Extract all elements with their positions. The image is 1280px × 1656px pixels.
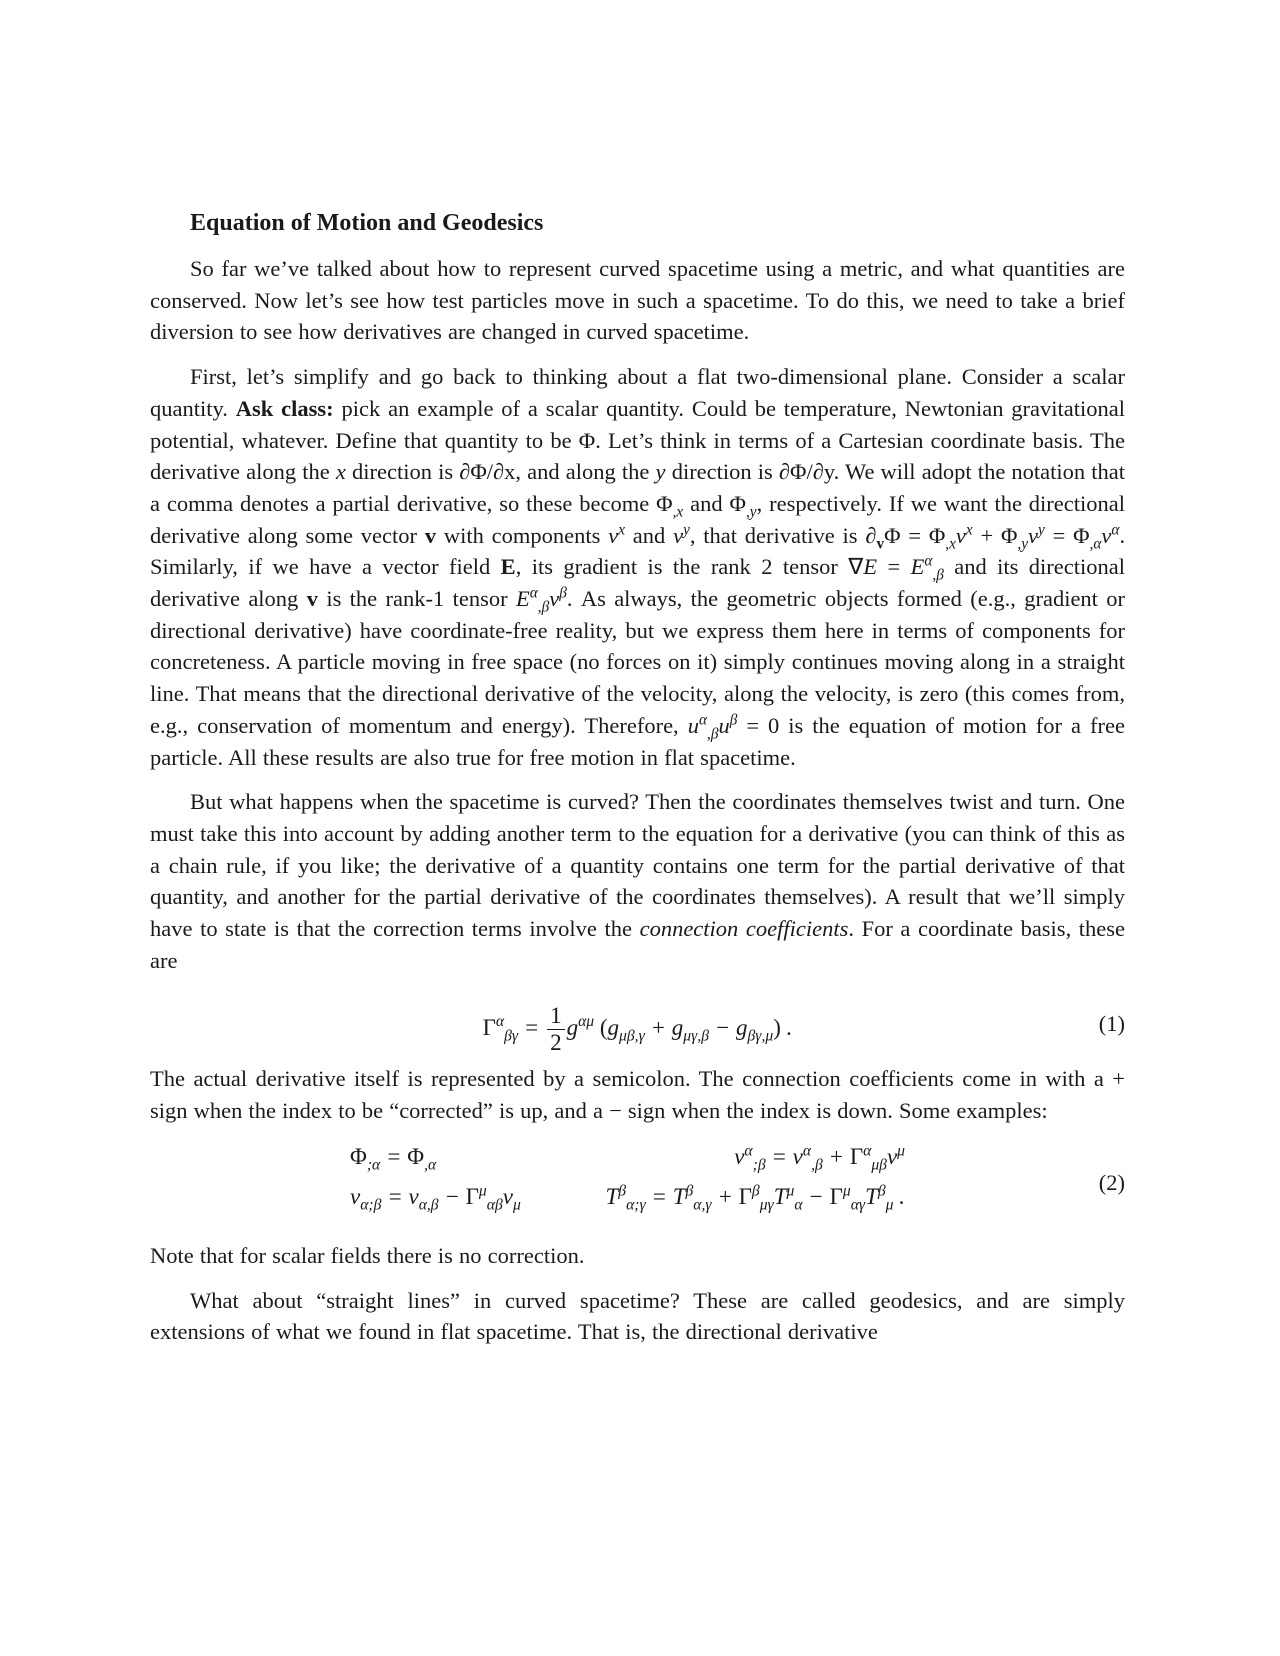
scalar-derivative: $\Phi_{;\alpha} = \Phi_{,\alpha}$ (350, 1143, 437, 1174)
vector-up-derivative: $v^\alpha_{;\beta} = v^\alpha_{,\beta} + \Gamma^\alpha_{\mu\beta}v^\mu$ (734, 1142, 905, 1174)
covariant-derivative-examples (350, 1144, 905, 1224)
paragraph-curved: But what happens when the spacetime is curved? Then the coordinates themselves twist and turn. One must take this into account by adding another term to the equation for a derivative (you can think of this as a chain rule, if you like; the derivative of a quantity contains one term for the partial derivative of that quantity, and another for the partial derivative of the coordinates themselves). A result that we’ll simply have to state is that the correction terms involve the connection coefficients. For a coordinate basis, these are (150, 789, 1126, 973)
connection-coefficient-formula: $\Gamma^\alpha_{\beta\gamma}$ = $\frac{1}{2}$ $g^{\alpha\mu}$ $(g_{\mu\beta,\gamma} + g_{\mu\gamma,\beta} - g_{\beta\gamma,\mu})$ . (482, 1003, 793, 1056)
equation-number-2: (2) (1098, 1169, 1125, 1195)
paragraph-geodesics: What about “straight lines” in curved spacetime? These are called geodesics, and are simply extensions of what we found in flat spacetime. That is, the directional derivative (150, 1287, 1125, 1345)
paragraph-scalar-note: Note that for scalar fields there is no correction. (150, 1242, 585, 1268)
document-page (150, 210, 1125, 1361)
tensor-derivative: $T^\beta_{\alpha;\gamma} = T^\beta_{\alpha,\gamma} + \Gamma^\beta_{\mu\gamma}T^\mu_\alpha - \Gamma^\mu_{\alpha\gamma}T^\beta_\mu$ . (605, 1182, 905, 1214)
section-heading: Equation of Motion and Geodesics (190, 210, 544, 236)
ask-class-label: Ask class: (235, 395, 334, 421)
paragraph-intro: So far we’ve talked about how to represent curved spacetime using a metric, and what quantities are conserved. Now let’s see how test particles move in such a spacetime. To do this, we need to take a brief diversion to see how derivatives are changed in curved spacetime. (150, 256, 1125, 345)
equation-number-1: (1) (1098, 1011, 1125, 1037)
emphasis-connection-coefficients: connection coefficients (639, 916, 849, 942)
vector-down-derivative: $v_{\alpha;\beta} = v_{\alpha,\beta} - \Gamma^\mu_{\alpha\beta}v_\mu$ (350, 1182, 521, 1214)
equation-2 (150, 1140, 1125, 1232)
paragraph-flat-plane: First, let’s simplify and go back to thinking about a flat two-dimensional plane. Consider a scalar quantity. Ask class: pick an example of a scalar quantity. Could be temperature, Newtonian gravitational potential, whatever. Define that quantity to be Φ. Let’s think in terms of a Cartesian coordinate basis. The derivative along the x direction is ∂Φ/∂x, and along the y direction is ∂Φ/∂y. We will adopt the notation that a comma denotes a partial derivative, so these become $\Phi_{,x}$ and $\Phi_{,y}$, respectively. If we want the directional derivative along some vector v with components $v^x$ and $v^y$, that derivative is $\partial_v\Phi = \Phi_{,x}v^x + \Phi_{,y}v^y = \Phi_{,\alpha}v^\alpha$. Similarly, if we have a vector field E, its gradient is the rank 2 tensor $\nabla E = E^\alpha_{,\beta}$ and its directional derivative along v is the rank-1 tensor $E^\alpha_{,\beta}v^\beta$. As always, the geometric objects formed (e.g., gradient or directional derivative) have coordinate-free reality, but we express them here in terms of components for concreteness. A particle moving in free space (no forces on it) simply continues moving along in a straight line. That means that the directional derivative of the velocity, along the velocity, is zero (this comes from, e.g., conservation of momentum and energy). Therefore, $u^\alpha_{,\beta}u^\beta = 0$ is the equation of motion for a free particle. All these results are also true for free motion in flat spacetime. (150, 364, 1126, 770)
paragraph-semicolon: The actual derivative itself is represented by a semicolon. The connection coefficients come in with a + sign when the index to be “corrected” is up, and a − sign when the index is down. Some examples: (150, 1066, 1125, 1124)
equation-1 (150, 989, 1125, 1059)
